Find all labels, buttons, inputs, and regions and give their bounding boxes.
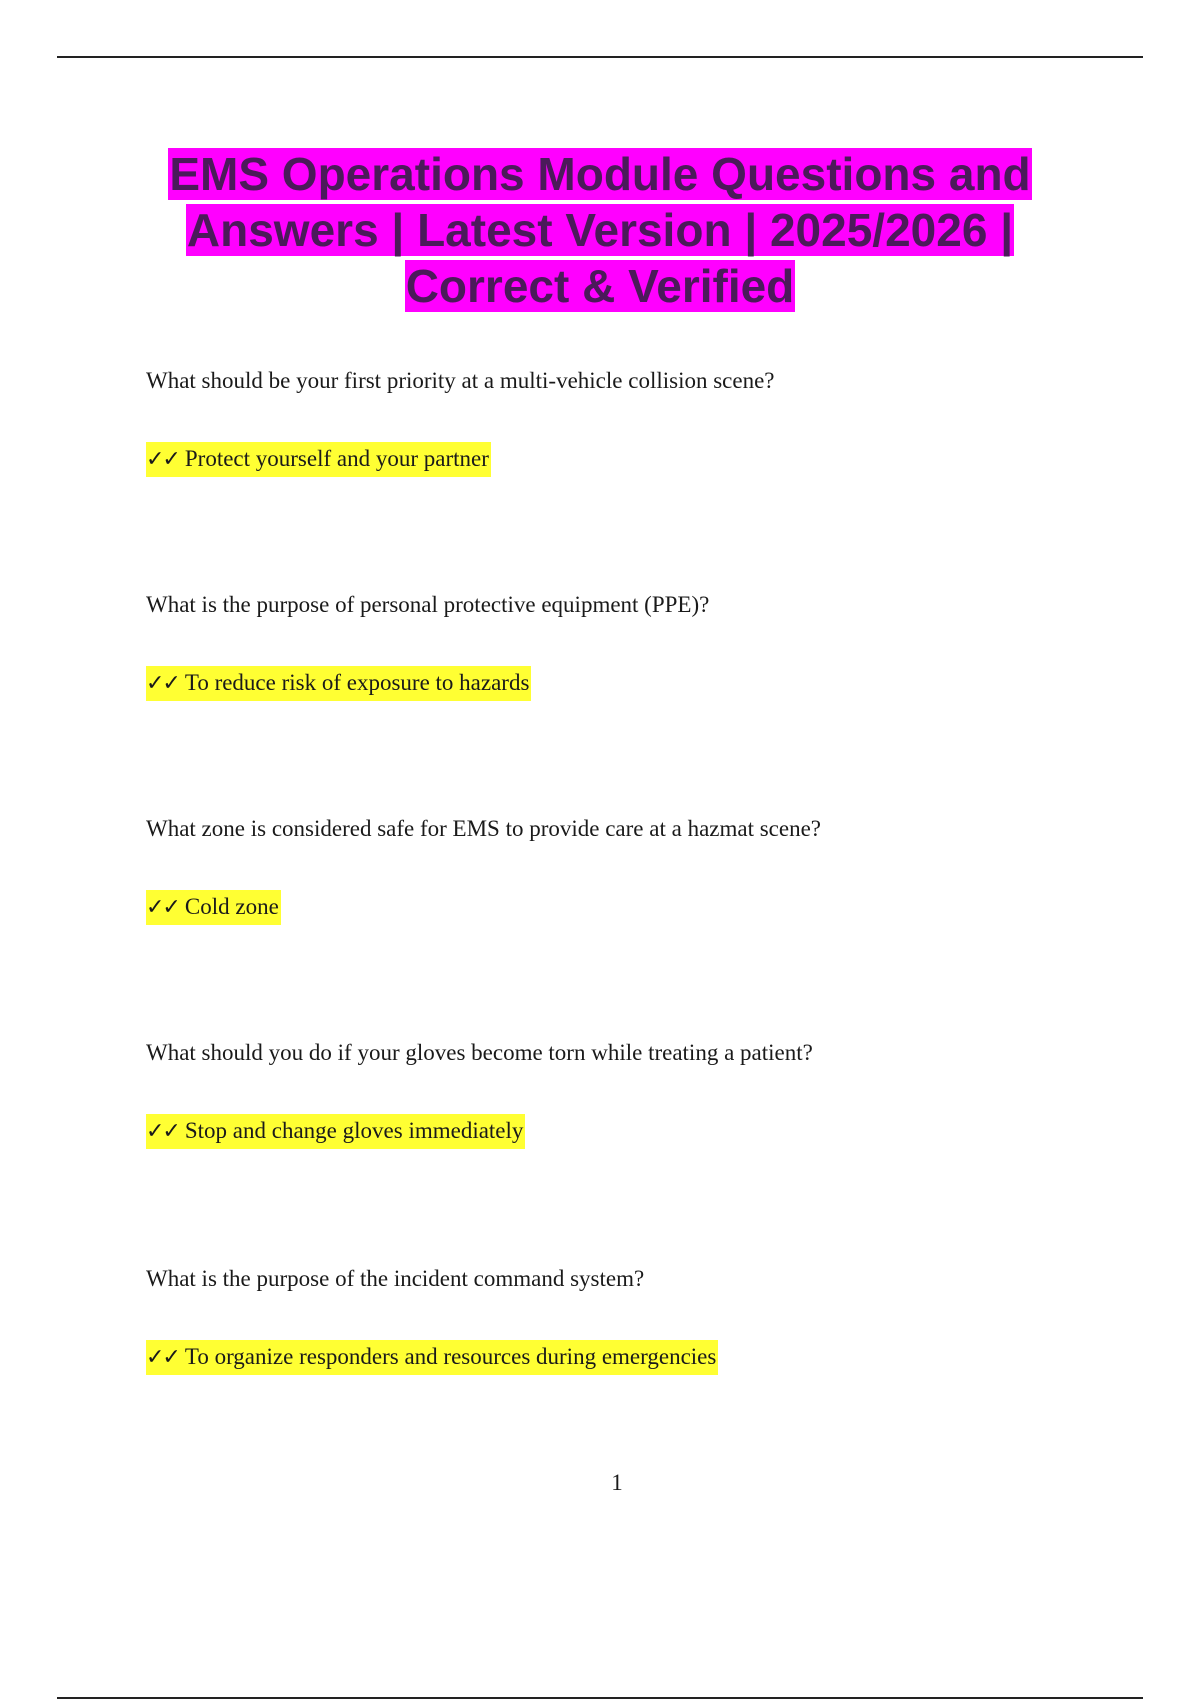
question-text: What should you do if your gloves become torn while treating a patient? (146, 1040, 813, 1065)
question-text: What zone is considered safe for EMS to provide care at a hazmat scene? (146, 816, 822, 841)
qa-item-3 (146, 814, 1046, 920)
document-title-text: EMS Operations Module Questions and Answers | Latest Version | 2025/2026 | Correct & Verified (169, 148, 1031, 312)
question-text: What is the purpose of personal protective equipment (PPE)? (146, 592, 710, 617)
answer-text: Cold zone (184, 894, 279, 919)
answer-highlight (146, 1114, 525, 1149)
answer-highlight (146, 442, 491, 477)
bottom-rule (57, 1697, 1143, 1699)
page-number: 1 (611, 1470, 623, 1495)
answer-text: Stop and change gloves immediately (184, 1118, 524, 1143)
top-rule (57, 56, 1143, 58)
double-check-icon: ✓✓ (146, 1119, 179, 1144)
question-text: What is the purpose of the incident command system? (146, 1266, 645, 1291)
qa-item-2 (146, 590, 1046, 696)
answer-text: To reduce risk of exposure to hazards (184, 670, 530, 695)
double-check-icon: ✓✓ (146, 1345, 179, 1370)
answer-highlight (146, 666, 531, 701)
double-check-icon: ✓✓ (146, 447, 179, 472)
question-text: What should be your first priority at a multi-vehicle collision scene? (146, 368, 775, 393)
answer-highlight (146, 890, 281, 925)
document-title (120, 146, 1080, 314)
answer-highlight (146, 1340, 718, 1375)
double-check-icon: ✓✓ (146, 895, 179, 920)
answer-text: To organize responders and resources during emergencies (184, 1344, 717, 1369)
double-check-icon: ✓✓ (146, 671, 179, 696)
document-header (120, 146, 1080, 314)
answer-text: Protect yourself and your partner (184, 446, 489, 471)
qa-item-4 (146, 1038, 1046, 1144)
qa-item-5 (146, 1264, 1046, 1370)
qa-item-1 (146, 366, 1046, 472)
